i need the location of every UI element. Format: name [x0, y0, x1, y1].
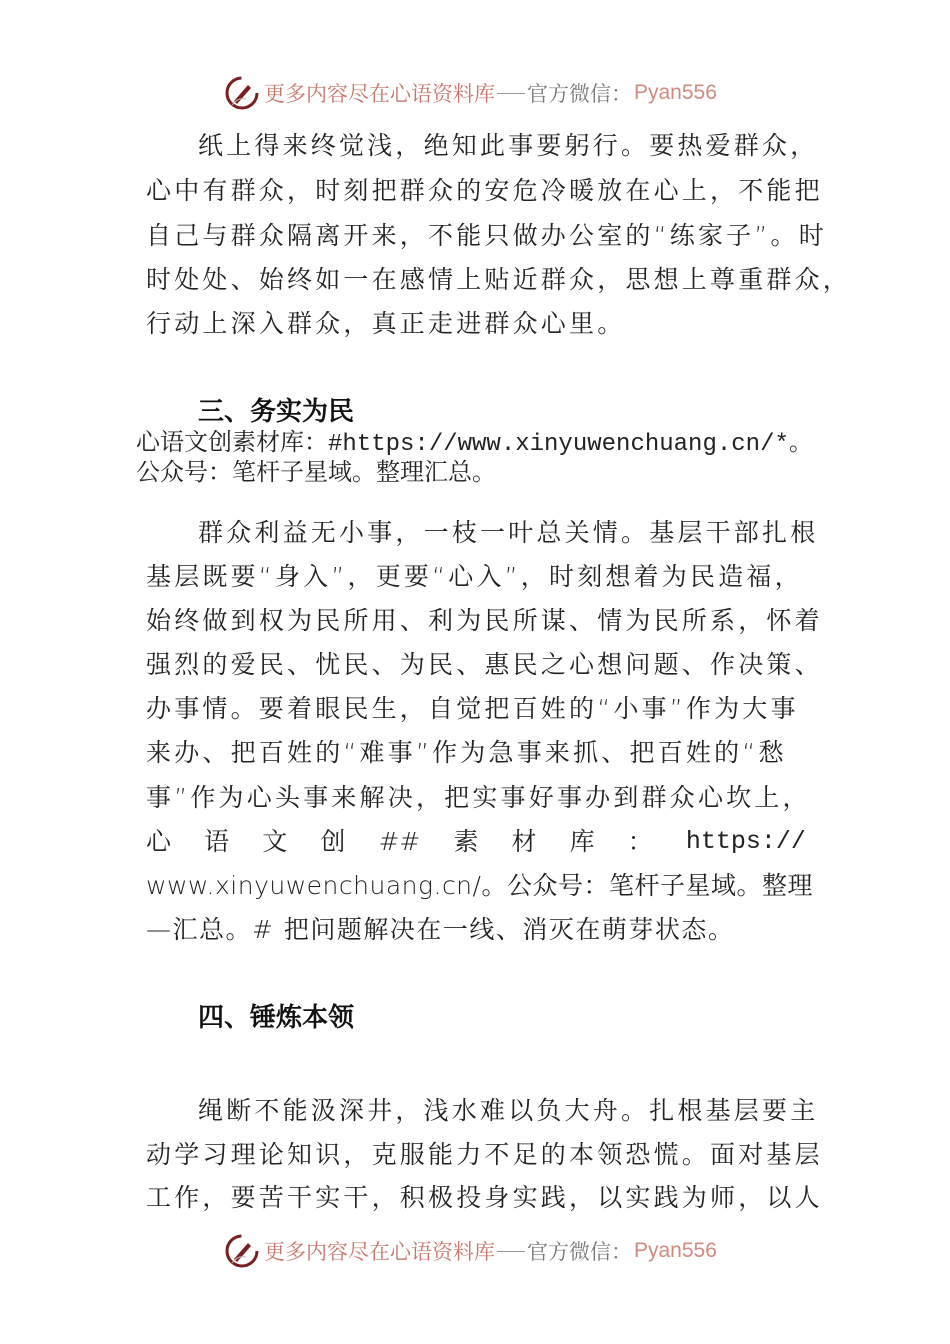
banner-slogan: 更多内容尽在心语资料库	[264, 82, 495, 106]
paragraph-line: 工作，要苦干实干，积极投身实践，以实践为师，以人	[146, 1183, 823, 1212]
paragraph-line: 群众利益无小事，一枝一叶总关情。基层干部扎根	[198, 518, 819, 547]
spread-char: 心	[146, 827, 172, 856]
paragraph-line: 绳断不能汲深井，浅水难以负大舟。扎根基层要主	[198, 1096, 819, 1125]
banner-wechat-id: Pyan556	[634, 1239, 717, 1262]
pen-logo-icon	[224, 75, 260, 111]
watermark-spread-line	[146, 827, 806, 857]
watermark-line: 公众号：笔杆子星域。整理汇总。	[136, 461, 496, 488]
paragraph-line: 心中有群众，时刻把群众的安危冷暖放在心上，不能把	[146, 176, 823, 205]
spread-char: 库	[569, 827, 595, 856]
paragraph-line: 基层既要“身入”，更要“心入”，时刻想着为民造福，	[146, 562, 803, 591]
spread-char: 文	[262, 827, 288, 856]
pen-logo-icon	[224, 1233, 260, 1269]
section-heading: 四、锤炼本领	[198, 1003, 355, 1033]
banner-wechat-label: 官方微信：	[527, 82, 632, 106]
banner-dash	[497, 1251, 525, 1252]
paragraph-line: —汇总。# 把问题解决在一线、消灭在萌芽状态。	[146, 915, 735, 944]
paragraph-line: 动学习理论知识，克服能力不足的本领恐慌。面对基层	[146, 1140, 823, 1169]
spread-char: 素	[453, 827, 479, 856]
paragraph-line: 来办、把百姓的“难事”作为急事来抓、把百姓的“愁	[146, 738, 787, 767]
spread-char: ：	[627, 827, 653, 856]
banner-wechat-label: 官方微信：	[527, 1240, 632, 1264]
paragraph-line: 始终做到权为民所用、利为民所谋、情为民所系，怀着	[146, 606, 823, 635]
spread-char: 材	[511, 827, 537, 856]
paragraph-line: 强烈的爱民、忧民、为民、惠民之心想问题、作决策、	[146, 650, 823, 679]
paragraph-line: 事”作为心头事来解决，把实事好事办到群众心坎上，	[146, 783, 811, 812]
spread-char: https://	[685, 827, 806, 856]
paragraph-line: www.xinyuwenchuang.cn/。公众号：笔杆子星域。整理	[146, 871, 813, 900]
footer-banner	[224, 1231, 717, 1271]
paragraph-line: 自己与群众隔离开来，不能只做办公室的“练家子”。时	[146, 221, 827, 250]
paragraph-line: 纸上得来终觉浅，绝知此事要躬行。要热爱群众，	[198, 131, 819, 160]
spread-char: ##	[378, 827, 421, 856]
header-banner	[224, 73, 717, 113]
paragraph-line: 办事情。要着眼民生，自觉把百姓的“小事”作为大事	[146, 694, 799, 723]
section-heading: 三、务实为民	[198, 397, 355, 427]
watermark-line: 心语文创素材库：#https://www.xinyuwenchuang.cn/*。	[136, 431, 813, 458]
banner-dash	[497, 93, 525, 94]
banner-wechat-id: Pyan556	[634, 81, 717, 104]
spread-char: 语	[204, 827, 230, 856]
paragraph-line: 时处处、始终如一在感情上贴近群众，思想上尊重群众，	[146, 265, 852, 294]
banner-slogan: 更多内容尽在心语资料库	[264, 1240, 495, 1264]
paragraph-line: 行动上深入群众，真正走进群众心里。	[146, 309, 626, 338]
spread-char: 创	[320, 827, 346, 856]
